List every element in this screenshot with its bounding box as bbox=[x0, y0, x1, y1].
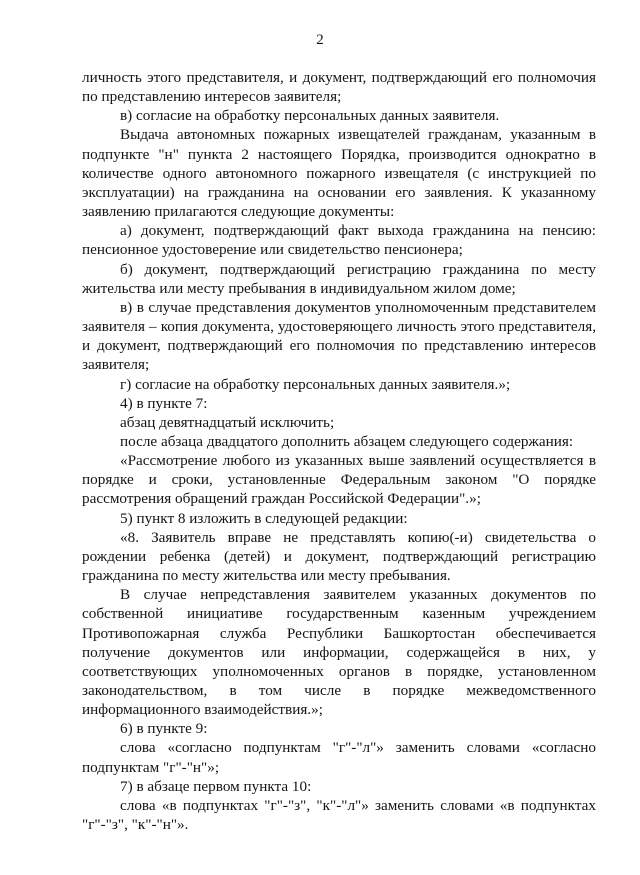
paragraph-16: слова «согласно подпунктам "г"-"л"» заменить словами «согласно подпунктам "г"-"н"»; bbox=[82, 739, 596, 776]
paragraph-14: В случае непредставления заявителем указанных документов по собственной инициативе государственным казенным учреждением Противопожарная служба Республики Башкортостан обеспечивается получение документов или информации, содержащейся в них, у соответствующих уполномоченных органов в порядке, установленном законодательством, в том числе в порядке межведомственного информационного взаимодействия.»; bbox=[82, 586, 596, 719]
paragraph-6: в) в случае представления документов уполномоченным представителем заявителя – копия документа, удостоверяющего личность этого представителя, и документ, подтверждающий его полномочия по представлению интересов заявителя; bbox=[82, 298, 596, 374]
paragraph-15: 6) в пункте 9: bbox=[120, 720, 208, 738]
paragraph-9: абзац девятнадцатый исключить; bbox=[120, 413, 335, 431]
paragraph-2: в) согласие на обработку персональных данных заявителя. bbox=[120, 107, 500, 125]
paragraph-12: 5) пункт 8 изложить в следующей редакции: bbox=[120, 509, 408, 527]
paragraph-17: 7) в абзаце первом пункта 10: bbox=[120, 777, 312, 795]
paragraph-5: б) документ, подтверждающий регистрацию гражданина по месту жительства или месту пребывания в индивидуальном жилом доме; bbox=[82, 260, 596, 297]
paragraph-4: а) документ, подтверждающий факт выхода гражданина на пенсию: пенсионное удостоверение или свидетельство пенсионера; bbox=[82, 222, 596, 259]
paragraph-11: «Рассмотрение любого из указанных выше заявлений осуществляется в порядке и сроки, установленные Федеральным законом "О порядке рассмотрения обращений граждан Российской Федерации".»; bbox=[82, 452, 596, 508]
paragraph-13: «8. Заявитель вправе не представлять копию(-и) свидетельства о рождении ребенка (детей) и документ, подтверждающий регистрацию гражданина по месту жительства или месту пребывания. bbox=[82, 528, 596, 585]
paragraph-1: личность этого представителя, и документ, подтверждающий его полномочия по представлению интересов заявителя; bbox=[82, 69, 596, 106]
page-number: 2 bbox=[316, 32, 324, 48]
paragraph-18: слова «в подпунктах "г"-"з", "к"-"л"» заменить словами «в подпунктах "г"-"з", "к"-"н"». bbox=[82, 796, 596, 834]
paragraph-7: г) согласие на обработку персональных данных заявителя.»; bbox=[120, 375, 511, 393]
paragraph-3: Выдача автономных пожарных извещателей гражданам, указанным в подпункте "н" пункта 2 настоящего Порядка, производится однократно в количестве одного автономного пожарного извещателя (с инструкцией по эксплуатации) на гражданина на основании его заявления. К указанному заявлению прилагаются следующие документы: bbox=[82, 126, 596, 221]
document-body bbox=[82, 68, 596, 834]
paragraph-8: 4) в пункте 7: bbox=[120, 394, 208, 412]
paragraph-10: после абзаца двадцатого дополнить абзацем следующего содержания: bbox=[120, 432, 574, 450]
